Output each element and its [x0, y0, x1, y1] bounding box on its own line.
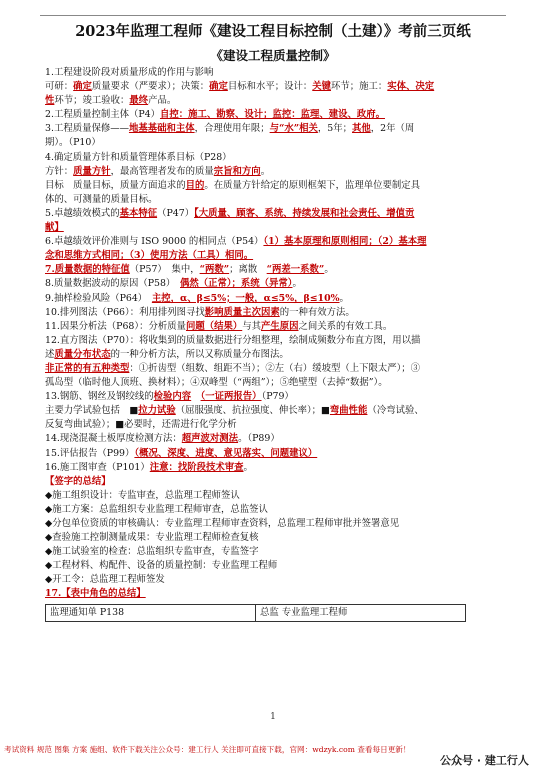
item-2: 2.工程质量控制主体（P4）自控：施工、勘察、设计；监控：监理、建设、政府。 — [45, 109, 385, 121]
table-cell: 总监 专业监理工程师 — [256, 604, 466, 621]
item-12-types: 非正常的有五种类型：①折齿型（组数、组距不当）；②左（右）缓坡型（上下限太严）；③ — [45, 362, 421, 374]
item-13-tests-cont: 反复弯曲试验）；■必要时，还需进行化学分析 — [45, 419, 237, 431]
item-5: 5.卓越绩效模式的基本特征（P47）【大质量、顾客、系统、持续发展和社会责任、增值贡 — [45, 207, 415, 219]
item-4-policy: 方针：质量方针，最高管理者发布的质量宗旨和方向。 — [45, 165, 271, 177]
item-13-tests: 主要力学试验包括 ■拉力试验（屈服强度、抗拉强度、伸长率）；■弯曲性能（冷弯试验、 — [45, 405, 424, 417]
item-13: 13.钢筋、钢丝及钢绞线的检验内容 （一证两报告）（P79） — [45, 391, 294, 403]
item-11: 11.因果分析法（P68）：分析质量问题（结果）与其产生原因之间关系的有效工具。 — [45, 320, 393, 332]
item-4: 4.确定质量方针和质量管理体系目标（P28） — [45, 151, 232, 163]
item-16: 16.施工图审查（P101）注意：找阶段技术审查。 — [45, 461, 253, 473]
document-title: 2023年监理工程师《建设工程目标控制（土建）》考前三页纸 — [75, 23, 471, 40]
document-body — [45, 66, 466, 622]
table-heading: 17.【表中角色的总结】 — [45, 588, 146, 600]
item-8: 8.质量数据波动的原因（P58） 偶然（正常）；系统（异常）。 — [45, 278, 302, 290]
item-12-cont: 述质量分布状态的一种分析方法，所以又称质量分布图法。 — [45, 348, 289, 360]
item-10: 10.排列图法（P66）：利用排列图寻找影响质量主次因素的一种有效方法。 — [45, 306, 355, 318]
item-12-types-cont: 孤岛型（临时他人顶班、换材料）；④双峰型（“两组”）；⑤绝壁型（去掉“数据”）。 — [45, 377, 388, 389]
item-1: 1.工程建设阶段对质量形成的作用与影响 — [45, 67, 214, 78]
signature-line: ◆开工令：总监理工程师签发 — [45, 574, 165, 586]
signature-line: ◆分包单位资质的审核确认：专业监理工程师审查资料，总监理工程师审批并签署意见 — [45, 518, 400, 529]
item-1-detail: 可研：确定质量要求（严要求）；决策：确定目标和水平；设计：关键环节；施工：实体、决定 — [45, 81, 435, 93]
signature-heading: 【签字的总结】 — [45, 475, 111, 487]
item-6: 6.卓越绩效评价准则与 ISO 9000 的相同点（P54）（1）基本原理和原则相同；（2）基本理 — [45, 236, 427, 248]
signature-line: ◆查验施工控制测量成果：专业监理工程师检查复核 — [45, 532, 259, 544]
item-12: 12.直方图法（P70）：将收集到的质量数据进行分组整理，绘制成频数分布直方图，用以描 — [45, 334, 421, 346]
signature-line: ◆施工组织设计：专监审查，总监理工程师签认 — [45, 489, 240, 501]
item-3: 3.工程质量保修——地基基础和主体，合理使用年限；与“水”相关，5年；其他，2年（周 — [45, 123, 415, 135]
item-5-cont: 献】 — [45, 222, 64, 234]
item-9: 9.抽样检验风险（P64） 主控，α、β≤5%；一般，α≤5%，β≤10%。 — [45, 292, 349, 304]
top-rule — [40, 15, 506, 16]
item-1-detail-cont: 性环节；竣工验收：最终产品。 — [45, 95, 177, 107]
item-7: 7.质量数据的特征值（P57） 集中，“两数”；离散 “两差一系数”。 — [45, 264, 334, 276]
page-number: 1 — [270, 712, 276, 722]
watermark: 公众号 · 建工行人 — [440, 754, 529, 767]
item-6-cont: 念和思维方式相同；（3）使用方法（工具）相同。 — [45, 250, 254, 262]
table-cell: 监理通知单 P138 — [46, 604, 256, 621]
item-3-cont: 期）。（P10） — [45, 137, 101, 149]
signature-line: ◆工程材料、构配件、设备的质量控制：专业监理工程师 — [45, 560, 278, 572]
signature-line: ◆施工试验室的检查：总监组织专监审查，专监签字 — [45, 546, 259, 558]
table-row — [46, 604, 466, 621]
section-title: 《建设工程质量控制》 — [210, 48, 336, 63]
footer-ad: 考试资料 规范 图集 方案 施组、软件下载关注公众号：建工行人 关注即可直接下载，官网：wdzyk.com 查看每日更新！ — [4, 745, 411, 754]
item-4-objective-cont: 体的、可测量的质量目标。 — [45, 193, 158, 205]
signature-line: ◆施工方案：总监组织专业监理工程师审查，总监签认 — [45, 503, 268, 515]
item-15: 15.评估报告（P99）（概况、深度、进度、意见落实、问题建议） — [45, 447, 318, 459]
item-14: 14.现浇混凝土板厚度检测方法：超声波对测法。（P89） — [45, 433, 280, 445]
item-4-objective: 目标 质量目标，质量方面追求的目的。在质量方针给定的原则框架下，监理单位要制定具 — [45, 179, 421, 191]
roles-table — [45, 604, 466, 622]
